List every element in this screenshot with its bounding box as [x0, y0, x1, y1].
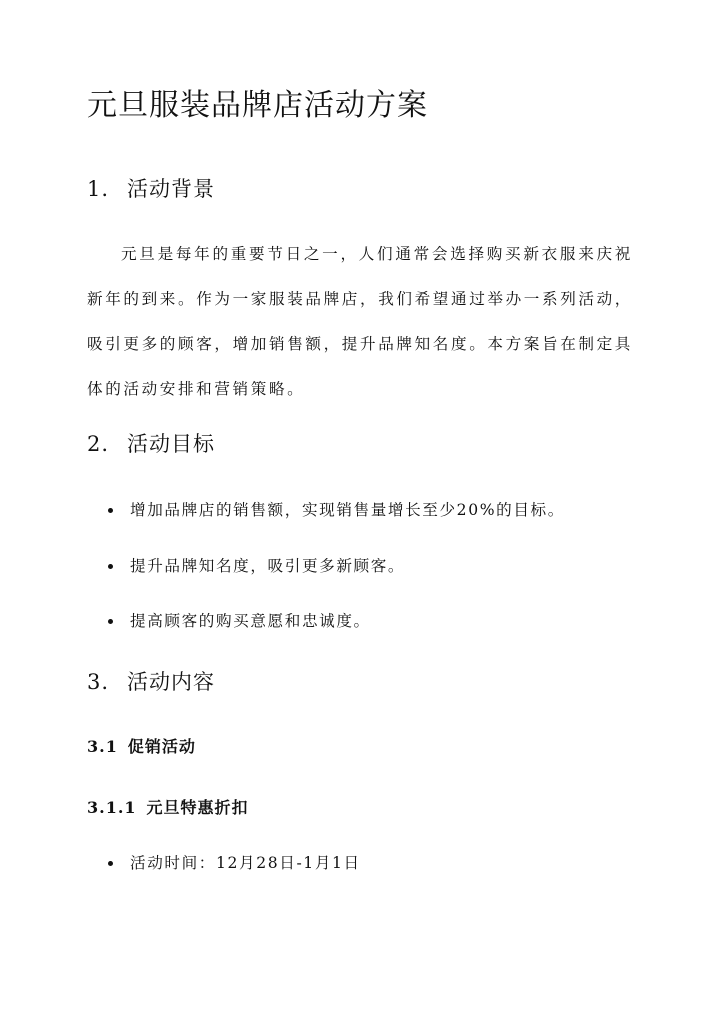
bullet-icon — [108, 861, 113, 866]
subsection-title: 促销活动 — [127, 737, 196, 756]
list-item — [87, 609, 371, 633]
section-number: 1. — [87, 177, 110, 201]
subsection-heading-promotion — [87, 735, 196, 759]
section-title: 活动目标 — [127, 432, 215, 456]
bullet-icon — [108, 508, 113, 513]
list-item — [87, 554, 405, 578]
subsubsection-number: 3.1.1 — [87, 798, 137, 817]
list-item — [87, 498, 565, 522]
list-item-text: 提升品牌知名度，吸引更多新顾客。 — [130, 557, 406, 575]
background-paragraph: 元旦是每年的重要节日之一，人们通常会选择购买新衣服来庆祝新年的到来。作为一家服装品牌店，我们希望通过举办一系列活动，吸引更多的顾客，增加销售额，提升品牌知名度。本方案旨在制定具体的活动安排和营销策略。 — [87, 245, 633, 398]
section-heading-goals — [87, 429, 215, 459]
section-title: 活动内容 — [127, 670, 215, 694]
subsection-number: 3.1 — [87, 737, 118, 756]
document-title: 元旦服装品牌店活动方案 — [87, 88, 428, 123]
list-item-text: 提高顾客的购买意愿和忠诚度。 — [130, 612, 371, 630]
subsubsection-heading-discount — [87, 796, 249, 820]
section-heading-background — [87, 174, 215, 204]
list-item-text: 活动时间：12月28日-1月1日 — [130, 854, 361, 872]
section-title: 活动背景 — [127, 177, 215, 201]
bullet-icon — [108, 564, 113, 569]
list-item — [87, 851, 361, 875]
list-item-text: 增加品牌店的销售额，实现销售量增长至少20%的目标。 — [130, 501, 565, 519]
subsubsection-title: 元旦特惠折扣 — [146, 798, 249, 817]
section-heading-content — [87, 667, 215, 697]
section-number: 3. — [87, 670, 110, 694]
section-number: 2. — [87, 432, 110, 456]
bullet-icon — [108, 619, 113, 624]
